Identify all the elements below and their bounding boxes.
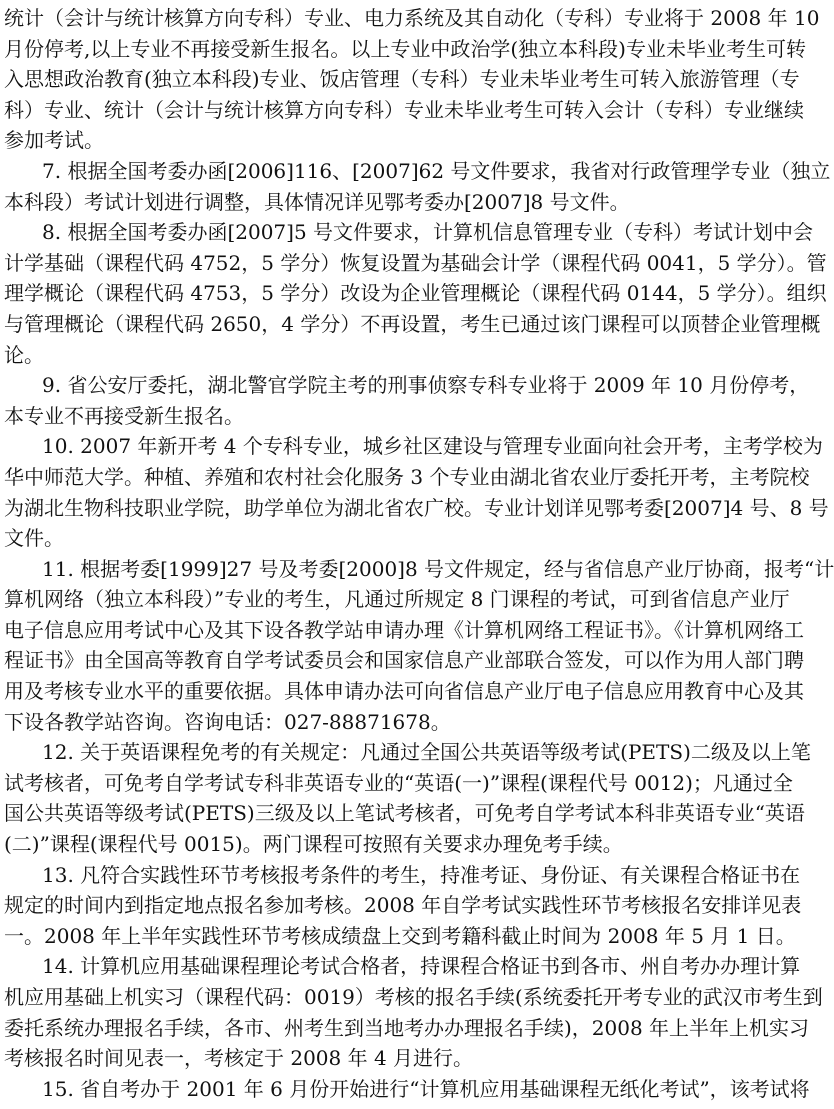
text-line: 统计（会计与统计核算方向专科）专业、电力系统及其自动化（专科）专业将于 2008 年 10 bbox=[4, 6, 820, 30]
text-line: 科）专业、统计（会计与统计核算方向专科）专业未毕业考生可转入会计（专科）专业继续 bbox=[4, 97, 804, 122]
paragraph bbox=[4, 860, 802, 952]
paragraph bbox=[4, 1074, 810, 1105]
text-line: 8. 根据全国考委办函[2007]5 号文件要求，计算机信息管理专业（专科）考试计划中会 bbox=[42, 220, 814, 245]
text-line: 程证书》由全国高等教育自学考试委员会和国家信息产业部联合签发，可以作为用人部门聘 bbox=[4, 648, 804, 673]
text-line: 为湖北生物科技职业学院，助学单位为湖北省农广校。专业计划详见鄂考委[2007]4 号、8 号 bbox=[4, 495, 829, 520]
text-line: (二)”课程(课程代号 0015)。两门课程可按照有关要求办理免考手续。 bbox=[4, 832, 623, 857]
paragraph bbox=[4, 951, 823, 1073]
text-line: 试考核者，可免考自学考试专科非英语专业的“英语(一)”课程(课程代号 0012)；凡通过全 bbox=[4, 770, 793, 795]
text-line: 算机网络（独立本科段）”专业的考生，凡通过所规定 8 门课程的考试，可到省信息产业厅 bbox=[4, 587, 790, 612]
paragraph bbox=[4, 431, 829, 553]
text-line: 计学基础（课程代码 4752，5 学分）恢复设置为基础会计学（课程代码 0041，5 学分）。管 bbox=[4, 250, 827, 275]
text-line: 12. 关于英语课程免考的有关规定：凡通过全国公共英语等级考试(PETS)二级及以上笔 bbox=[42, 740, 811, 765]
paragraph bbox=[4, 737, 811, 859]
text-line: 华中师范大学。种植、养殖和农村社会化服务 3 个专业由湖北省农业厅委托开考，主考院校 bbox=[4, 464, 810, 489]
text-line: 月份停考,以上专业不再接受新生报名。以上专业中政治学(独立本科段)专业未毕业考生可转 bbox=[4, 36, 806, 61]
text-line: 机应用基础上机实习（课程代码：0019）考核的报名手续(系统委托开考专业的武汉市考生到 bbox=[4, 985, 823, 1009]
text-line: 电子信息应用考试中心及其下设各教学站申请办理《计算机网络工程证书》。《计算机网络工 bbox=[4, 617, 804, 642]
text-line: 委托系统办理报名手续，各市、州考生到当地考办办理报名手续)，2008 年上半年上机实习 bbox=[4, 1015, 810, 1040]
text-line: 规定的时间内到指定地点报名参加考核。2008 年自学考试实践性环节考核报名安排详见表 bbox=[4, 893, 802, 918]
text-line: 13. 凡符合实践性环节考核报考条件的考生，持准考证、身份证、有关课程合格证书在 bbox=[42, 862, 801, 887]
text-line: 14. 计算机应用基础课程理论考试合格者，持课程合格证书到各市、州自考办办理计算 bbox=[42, 954, 801, 979]
paragraph bbox=[4, 217, 827, 370]
text-line: 用及考核专业水平的重要依据。具体申请办法可向省信息产业厅电子信息应用教育中心及其 bbox=[4, 679, 804, 704]
text-line: 10. 2007 年新开考 4 个专科专业，城乡社区建设与管理专业面向社会开考，主考学校为 bbox=[42, 434, 823, 459]
text-line: 论。 bbox=[4, 342, 44, 367]
text-line: 本专业不再接受新生报名。 bbox=[4, 403, 244, 428]
text-line: 一。2008 年上半年实践性环节考核成绩盘上交到考籍科截止时间为 2008 年 5 月 1 日。 bbox=[4, 923, 796, 948]
text-line: 7. 根据全国考委办函[2006]116、[2007]62 号文件要求，我省对行政管理学专业（独立 bbox=[42, 158, 831, 183]
text-line: 考核报名时间见表一，考核定于 2008 年 4 月进行。 bbox=[4, 1046, 474, 1071]
paragraph bbox=[4, 370, 810, 431]
text-line: 理学概论（课程代码 4753，5 学分）改设为企业管理概论（课程代码 0144，5 学分）。组织 bbox=[4, 281, 827, 306]
text-line: 下设各教学站咨询。咨询电话：027-88871678。 bbox=[4, 709, 451, 734]
text-line: 11. 根据考委[1999]27 号及考委[2000]8 号文件规定，经与省信息产业厅协商，报考“计 bbox=[42, 556, 834, 581]
paragraph bbox=[4, 3, 820, 156]
paragraph bbox=[4, 156, 831, 217]
text-line: 与管理概论（课程代码 2650，4 学分）不再设置，考生已通过该门课程可以顶替企业管理概 bbox=[4, 311, 821, 336]
paragraph bbox=[4, 554, 834, 738]
text-line: 入思想政治教育(独立本科段)专业、饭店管理（专科）专业未毕业考生可转入旅游管理（专 bbox=[4, 67, 800, 92]
text-line: 文件。 bbox=[4, 526, 64, 551]
text-line: 15. 省自考办于 2001 年 6 月份开始进行“计算机应用基础课程无纸化考试”，该考试将 bbox=[42, 1076, 810, 1101]
text-line: 参加考试。 bbox=[4, 128, 104, 153]
text-line: 9. 省公安厅委托，湖北警官学院主考的刑事侦察专科专业将于 2009 年 10 月份停考， bbox=[42, 373, 810, 398]
text-line: 国公共英语等级考试(PETS)三级及以上笔试考核者，可免考自学考试本科非英语专业“英语 bbox=[4, 801, 805, 826]
text-line: 本科段）考试计划进行调整，具体情况详见鄂考委办[2007]8 号文件。 bbox=[4, 189, 630, 214]
